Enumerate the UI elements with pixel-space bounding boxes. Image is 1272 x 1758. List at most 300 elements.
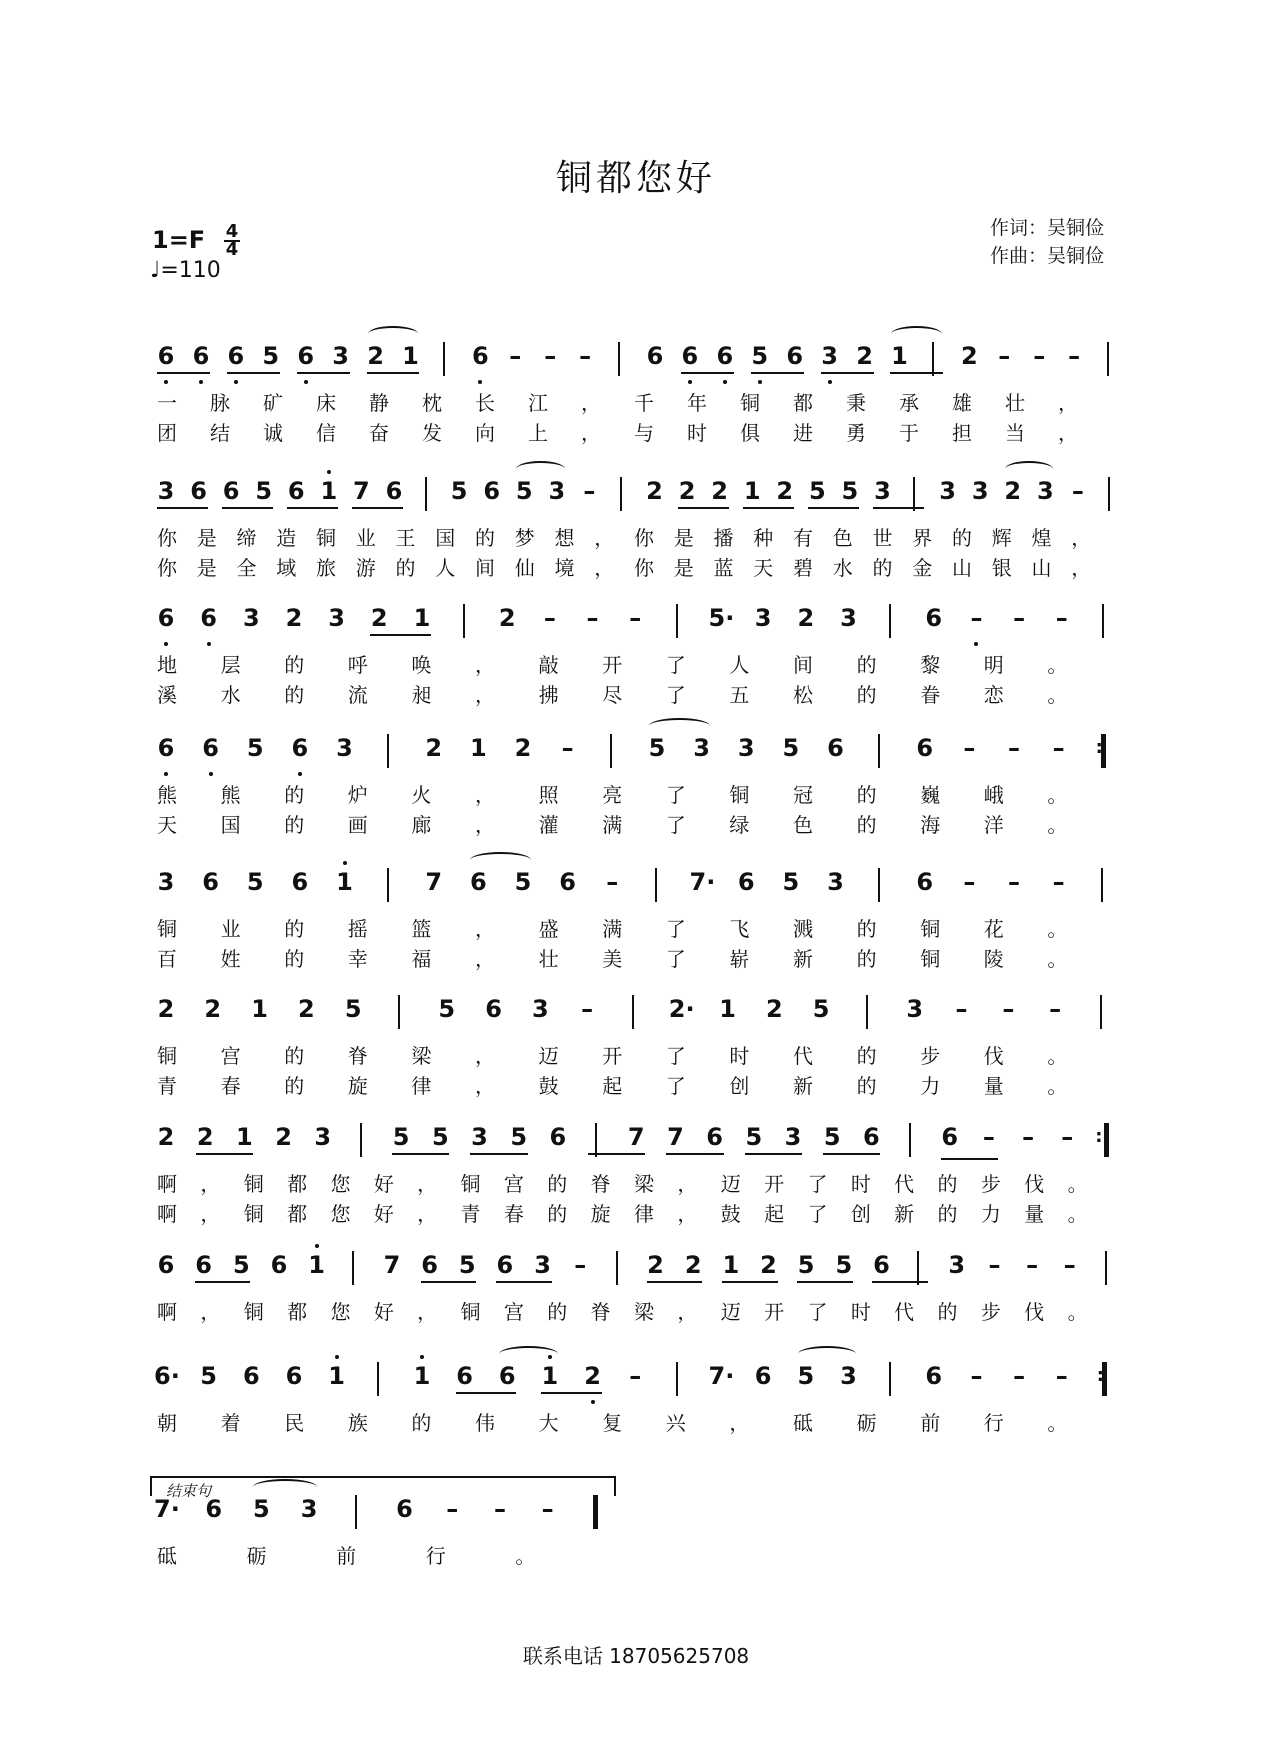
lyric-char: 的 [856,813,877,837]
lyric-char: 铜 [740,391,760,415]
barline [1102,604,1104,638]
lyric-char: 廊 [411,813,432,837]
lyric-line-1 [0,1410,1272,1438]
lyric-char: 梁 [634,1172,654,1196]
barline [387,734,389,768]
lyric-char: 的 [937,1202,958,1226]
lyric-char: 勇 [846,421,866,445]
lyric-line-1 [0,652,1272,680]
lyric-char: 的 [547,1300,568,1324]
note: 6 [200,604,217,632]
note: 3 [548,477,566,505]
note: 3 [971,477,989,505]
lyric-char: 想 [554,526,575,550]
note: 3 [336,734,353,762]
lyric-char: 的 [856,1044,877,1068]
lyric-char: 了 [665,1044,686,1068]
lyric-char: 了 [665,683,686,707]
barline [1107,342,1109,376]
lyric-char: 民 [284,1411,305,1435]
lyric-char: 青 [157,1074,177,1098]
lyric-char: 松 [793,683,813,707]
note: 5· [708,604,735,632]
time-signature-top: 4 [225,221,239,242]
barline [632,995,634,1029]
lyric-char: 迈 [538,1044,559,1068]
note: 6 [498,1362,516,1390]
note: 3 [242,604,260,632]
barline [913,477,915,511]
lyric-char: 火 [411,783,432,807]
lyric-char: 全 [236,556,257,580]
dash-note: – [1049,995,1062,1023]
lyric-char: ， [677,1172,698,1196]
barline [889,1362,891,1396]
lyric-char: 美 [602,947,623,971]
lyric-char: 宫 [503,1300,524,1324]
note: 2 [157,1123,175,1151]
note: 6 [737,868,755,896]
note: 3 [332,342,349,370]
note: 2 [1004,477,1022,505]
lyric-char: 行 [425,1544,446,1568]
lyric-char: 鼓 [538,1074,559,1098]
note: 6 [202,868,219,896]
beam-underline [496,1281,552,1283]
credits [990,214,1104,270]
note: 2 [760,1251,777,1279]
ending-bracket [150,1476,616,1496]
lyric-char: ， [200,1300,221,1324]
lyric-char: ， [475,653,495,677]
note: 1 [719,995,736,1023]
lyric-char: 域 [276,556,297,580]
lyric-char: 旋 [590,1202,611,1226]
barline [866,995,868,1029]
note: 5 [797,1251,815,1279]
lyric-char: 炉 [347,783,368,807]
note: 3 [840,604,857,632]
note: 2 [204,995,222,1023]
beam-underline [873,507,924,509]
barline [355,1495,357,1529]
lyric-char: 担 [952,421,972,445]
lyric-line-2 [0,812,1272,840]
note: 5 [200,1362,217,1390]
note: 2 [298,995,315,1023]
beam-underline [157,507,208,509]
lyric-char: 上 [528,421,548,445]
lyric-char: 当 [1005,421,1025,445]
note: 5 [255,477,273,505]
barline [676,604,678,638]
lyric-char: 照 [538,783,559,807]
lyric-char: 梁 [411,1044,432,1068]
barline [932,342,934,376]
lyric-char: 的 [856,947,877,971]
lyric-char: 了 [665,653,686,677]
lyric-char: 绿 [729,813,750,837]
note: 5 [262,342,280,370]
note: 5 [450,477,468,505]
lyric-char: 金 [912,556,933,580]
lyric-char: 。 [1047,683,1068,707]
beam-underline [647,1281,703,1283]
lyric-char: ， [475,917,495,941]
note: 5 [782,734,800,762]
lyric-char: 时 [729,1044,750,1068]
dash-note: – [581,995,594,1023]
dash-note: – [1013,1362,1026,1390]
note: 2 [765,995,783,1023]
note: 6 [916,868,934,896]
note: 7· [154,1495,180,1523]
lyric-char: 律 [634,1202,654,1226]
lyric-char: 壮 [538,947,559,971]
lyric-char: 年 [687,391,707,415]
lyric-char: 行 [983,1411,1004,1435]
note: 6 [873,1251,890,1279]
lyric-char: 旅 [316,556,336,580]
beam-underline [222,507,273,509]
lyric-char: 播 [713,526,734,550]
barline [463,604,465,638]
note: 1 [891,342,908,370]
lyric-char: 盛 [538,917,559,941]
note: 2 [776,477,794,505]
dash-note: – [629,604,642,632]
note: 6 [227,342,245,370]
barline [387,868,389,902]
note: 6 [205,1495,223,1523]
note: 2 [425,734,443,762]
lyric-char: 昶 [411,683,432,707]
lyric-char: ， [417,1172,438,1196]
dash-note: – [606,868,619,896]
lyric-char: 。 [1047,1044,1068,1068]
dash-note: – [509,342,522,370]
lyric-char: ， [475,947,495,971]
ending-label: 结束句 [166,1482,212,1500]
note: 6 [925,604,943,632]
lyric-char: ， [1058,391,1078,415]
low-octave-dot [164,772,168,776]
lyric-char: 起 [602,1074,623,1098]
note: 6 [242,1362,260,1390]
lyric-char: 熊 [157,783,177,807]
note: 6 [549,1123,567,1151]
lyric-char: 啊 [157,1300,177,1324]
dash-note: – [1002,995,1015,1023]
lyric-char: 伐 [1024,1300,1045,1324]
lyric-char: 游 [355,556,376,580]
beam-underline [751,372,804,374]
barline [610,734,612,768]
lyric-char: 与 [634,421,654,445]
note: 3 [906,995,924,1023]
note: 7 [383,1251,401,1279]
lyric-char: 量 [1024,1202,1045,1226]
dash-note: – [955,995,968,1023]
beam-underline [681,372,734,374]
lyric-char: ， [200,1202,221,1226]
note: 3 [314,1123,332,1151]
lyric-char: 碧 [793,556,813,580]
time-signature [224,221,240,260]
note: 6 [646,342,664,370]
note: 6 [157,734,175,762]
lyric-char: 了 [665,783,686,807]
tie-arc [516,461,565,477]
lyric-char: ， [475,813,495,837]
barline [878,868,880,902]
note: 5 [782,868,800,896]
lyric-char: 青 [460,1202,481,1226]
note: 6 [827,734,844,762]
note: 6 [496,1251,514,1279]
note: 5 [431,1123,449,1151]
low-octave-dot [304,380,308,384]
lyric-char: 是 [196,556,217,580]
barline [360,1123,362,1157]
lyric-char: 力 [920,1074,941,1098]
lyric-char: 溅 [793,917,813,941]
lyric-char: 步 [980,1300,1001,1324]
lyric-char: 色 [832,526,853,550]
beam-underline [797,1281,853,1283]
note: 5 [751,342,769,370]
note: 3 [827,868,844,896]
lyric-char: 砺 [856,1411,877,1435]
lyric-char: 梁 [634,1300,654,1324]
lyric-line-1 [0,1543,1272,1571]
lyric-char: 好 [373,1300,394,1324]
lyric-char: ， [1071,526,1092,550]
lyric-char: ， [475,1074,495,1098]
lyric-char: 大 [538,1411,559,1435]
beam-underline [541,1392,602,1394]
lyric-char: 床 [316,391,336,415]
lyric-char: 步 [980,1172,1001,1196]
note: 6 [291,868,309,896]
note-row [0,340,1272,380]
note: 1 [236,1123,253,1151]
lyric-char: 开 [764,1300,785,1324]
lyric-char: 脊 [590,1172,611,1196]
lyric-char: 您 [330,1202,351,1226]
lyric-char: 溪 [157,683,177,707]
note: 2 [584,1362,601,1390]
note: 5 [797,1362,815,1390]
lyric-char: 铜 [243,1300,264,1324]
lyric-char: 。 [1047,1411,1068,1435]
lyric-char: 啊 [157,1172,177,1196]
lyric-char: 铜 [920,917,941,941]
dash-note: – [1022,1123,1035,1151]
lyric-char: 雄 [952,391,972,415]
lyric-char: 好 [373,1172,394,1196]
lyric-char: 量 [983,1074,1004,1098]
lyric-char: 的 [872,556,893,580]
lyric-char: 造 [276,526,297,550]
lyric-char: 的 [952,526,972,550]
note: 1 [722,1251,740,1279]
lyric-char: 铜 [157,1044,177,1068]
beam-underline [872,1281,928,1283]
beam-underline [297,372,350,374]
lyric-char: 铜 [157,917,177,941]
lyric-char: 进 [793,421,813,445]
note: 6 [385,477,403,505]
note: 3 [737,734,755,762]
lyric-char: 起 [764,1202,785,1226]
tie-arc [649,718,710,734]
barline [425,477,427,511]
note: 3 [693,734,710,762]
note: 2 [514,734,532,762]
lyric-char: 灌 [538,813,559,837]
lyric-char: 是 [196,526,217,550]
lyric-char: 的 [475,526,495,550]
beam-underline [666,1153,723,1155]
note: 5 [438,995,456,1023]
lyric-char: 信 [316,421,336,445]
barline [1108,477,1110,511]
lyric-char: 人 [729,653,750,677]
note: 6 [157,604,175,632]
lyric-char: 银 [991,556,1012,580]
lyric-char: 。 [1047,783,1068,807]
note: 6 [706,1123,723,1151]
note: 2 [711,477,728,505]
lyric-char: 熊 [220,783,241,807]
lyric-char: 开 [602,1044,623,1068]
note: 3 [948,1251,966,1279]
note: 2 [370,604,388,632]
note: 6 [786,342,804,370]
note: 7 [425,868,443,896]
beam-underline [808,507,859,509]
dash-note: – [586,604,599,632]
lyric-char: 铜 [243,1172,264,1196]
beam-underline [421,1281,477,1283]
dash-note: – [1071,477,1084,505]
lyric-char: 巍 [920,783,941,807]
barline [909,1123,911,1157]
note: 2 [678,477,696,505]
tie-arc [499,1346,558,1362]
lyric-char: 的 [856,1074,877,1098]
note: 3 [1036,477,1054,505]
lyric-char: 拂 [538,683,559,707]
note: 1 [336,868,353,896]
low-octave-dot [723,380,727,384]
lyric-char: 国 [435,526,456,550]
lyric-char: 篮 [411,917,432,941]
lyric-char: 开 [764,1172,785,1196]
lyric-char: 地 [157,653,177,677]
lyric-char: 新 [894,1202,915,1226]
lyric-char: 砥 [793,1411,813,1435]
beam-underline [743,507,794,509]
note: 5 [823,1123,841,1151]
note: 5 [648,734,666,762]
lyric-char: 宫 [220,1044,241,1068]
note: 1 [470,734,487,762]
note: 6 [941,1123,959,1151]
note-row [0,602,1272,642]
lyric-char: 了 [807,1202,828,1226]
lyric-char: 奋 [369,421,389,445]
lyric-char: 枕 [422,391,442,415]
note: 3 [328,604,345,632]
note: 6 [157,342,175,370]
lyric-char: ， [581,391,601,415]
lyric-char: 水 [220,683,241,707]
beam-underline [157,372,210,374]
note: 6 [157,1251,175,1279]
lyric-char: 。 [1067,1172,1088,1196]
beam-underline [392,1153,449,1155]
lyric-char: 新 [793,1074,813,1098]
note: 6 [916,734,934,762]
lyricist-credit: 作词：吴铜俭 [990,217,1105,239]
dash-note: – [1052,868,1065,896]
lyric-char: 发 [422,421,442,445]
note: 2 [684,1251,702,1279]
lyric-char: 唤 [411,653,432,677]
note: 3 [939,477,956,505]
lyric-char: 好 [373,1202,394,1226]
dash-note: – [1052,734,1065,762]
dash-note: – [970,1362,983,1390]
note: 3 [471,1123,488,1151]
dash-note: – [543,604,556,632]
lyric-char: 时 [687,421,707,445]
note: 2 [797,604,815,632]
note: 6· [154,1362,180,1390]
lyric-line-1 [0,782,1272,810]
lyric-char: 峨 [983,783,1004,807]
lyric-char: 了 [665,917,686,941]
dash-note: – [998,342,1011,370]
note: 6 [270,1251,288,1279]
lyric-char: ， [200,1172,221,1196]
note: 6 [925,1362,943,1390]
lyric-char: 山 [952,556,972,580]
note: 6 [485,995,502,1023]
note: 1 [541,1362,559,1390]
lyric-char: 。 [1047,947,1068,971]
beam-underline [195,1281,251,1283]
note: 6 [222,477,240,505]
barline [655,868,657,902]
lyric-char: ， [475,1044,495,1068]
lyric-char: 。 [1067,1202,1088,1226]
note: 7· [689,868,716,896]
beam-underline [196,1153,253,1155]
beam-underline [890,372,943,374]
lyric-char: 铜 [460,1172,481,1196]
dash-note: – [1061,1123,1074,1151]
lyric-char: 的 [856,917,877,941]
lyric-char: 界 [912,526,933,550]
note-row [0,732,1272,772]
lyric-char: 了 [807,1300,828,1324]
lyric-char: ， [594,556,615,580]
lyric-char: ， [475,783,495,807]
lyric-char: 画 [347,813,368,837]
